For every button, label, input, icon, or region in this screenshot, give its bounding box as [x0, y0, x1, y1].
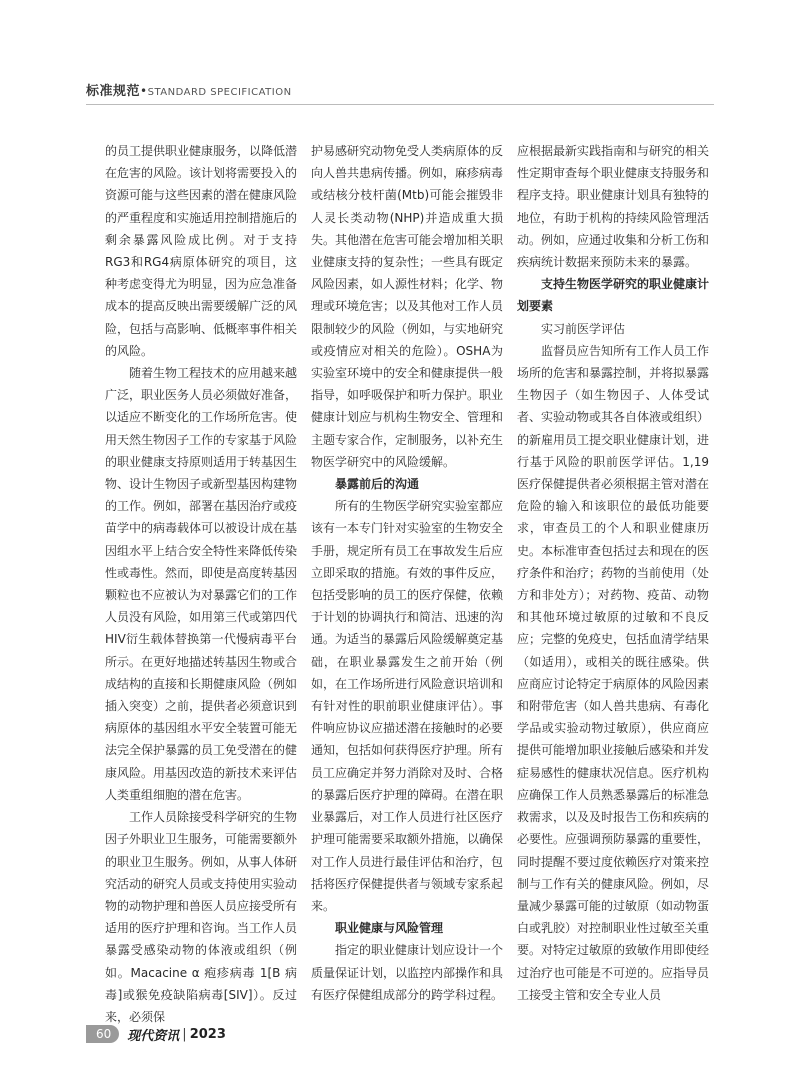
- issue-year: 2023: [189, 1026, 226, 1042]
- paragraph: 应根据最新实践指南和与研究的相关性定期审查每个职业健康支持服务和程序支持。职业健康计划具有独特的地位，有助于机构的持续风险管理活动。例如，应通过收集和分析工伤和疾病统计数据来预防未来的暴露。: [517, 144, 710, 270]
- header-divider: [86, 104, 714, 105]
- paragraph: 指定的职业健康计划应设计一个质量保证计划，以监控内部操作和具有医疗保健组成部分的跨学科过程。: [311, 943, 504, 1002]
- section-title-en: STANDARD SPECIFICATION: [147, 87, 292, 98]
- header-separator: •: [140, 84, 148, 98]
- paragraph: 的员工提供职业健康服务，以降低潜在危害的风险。该计划将需要投入的资源可能与这些因素的潜在健康风险的严重程度和实施适用控制措施后的剩余暴露风险成比例。对于支持RG3和RG4病原体研究的项目，这种考虑变得尤为明显，因为应急准备成本的提高反映出需要缓解广泛的风险，包括与高影响、低概率事件相关的风险。: [105, 144, 298, 358]
- text-column-3: [517, 140, 710, 1002]
- paragraph: 监督员应告知所有工作人员工作场所的危害和暴露控制，并将拟暴露生物因子（如生物因子、人体受试者、实验动物或其各自体液或组织）的新雇用员工提交职业健康计划，进行基于风险的职前医学评估。1,19 医疗保健提供者必须根据主管对潜在危险的输入和该职位的最低功能要求，审查员工的个人和职业健康历史。本标准审查包括过去和现在的医疗条件和治疗；药物的当前使用（处方和非处方）；对药物、疫苗、动物和其他环境过敏原的过敏和不良反应；完整的免疫史，包括血清学结果（如适用），或相关的既往感染。供应商应讨论特定于病原体的风险因素和附带危害（如人兽共患病、有毒化学品或实验动物过敏原），供应商应提供可能增加职业接触后感染和并发症易感性的健康状况信息。医疗机构应确保工作人员熟悉暴露后的标准急救需求，以及及时报告工伤和疾病的必要性。应强调预防暴露的重要性，同时提醒不要过度依赖医疗对策来控制与工作有关的健康风险。例如，尽量减少暴露可能的过敏原（如动物蛋白或乳胶）对控制职业性过敏至关重要。对特定过敏原的致敏作用即使经过治疗也可能是不可逆的。应指导员工接受主管和安全专业人员: [517, 343, 710, 1002]
- section-title-cn: 标准规范: [86, 84, 141, 99]
- section-heading-risk-management: 职业健康与风险管理: [335, 921, 444, 936]
- page-footer: [86, 1024, 226, 1044]
- section-header: [86, 80, 292, 99]
- subsection-heading: 实习前医学评估: [541, 321, 626, 336]
- footer-separator: |: [182, 1026, 187, 1042]
- section-heading-program-elements: 支持生物医学研究的职业健康计划要素: [517, 277, 710, 314]
- paragraph: 所有的生物医学研究实验室都应该有一本专门针对实验室的生物安全手册，规定所有员工在事故发生后应立即采取的措施。有效的事件反应，包括受影响的员工的医疗保健，依赖于计划的协调执行和简洁、迅速的沟通。为适当的暴露后风险缓解奠定基础，在职业暴露发生之前开始（例如，在工作场所进行风险意识培训和有针对性的职前职业健康评估）。事件响应协议应描述潜在接触时的必要通知，包括如何获得医疗护理。所有员工应确定并努力消除对及时、合格的暴露后医疗护理的障碍。在潜在职业暴露后，对工作人员进行社区医疗护理可能需要采取额外措施，以确保对工作人员进行最佳评估和治疗，包括将医疗保健提供者与领域专家系起来。: [311, 499, 504, 913]
- text-column-1: [105, 140, 298, 1024]
- paragraph: 工作人员除接受科学研究的生物因子外职业卫生服务，可能需要额外的职业卫生服务。例如，从事人体研究活动的研究人员或支持使用实验动物的动物护理和兽医人员应接受所有适用的医疗护理和咨询。当工作人员暴露受感染动物的体液或组织（例如。Macacine α 疱疹病毒 1[B 病毒]或猴免疫缺陷病毒[SIV]）。反过来，必须保: [105, 810, 298, 1024]
- paragraph: 随着生物工程技术的应用越来越广泛，职业医务人员必须做好准备，以适应不断变化的工作场所危害。使用天然生物因子工作的专家基于风险的职业健康支持原则适用于转基因生物、设计生物因子或新型基因构建物的工作。例如，部署在基因治疗或疫苗学中的病毒载体可以被设计成在基因组水平上结合安全特性来降低传染性或毒性。然而，即使是高度转基因颗粒也不应被认为对暴露它们的工作人员没有风险，如用第三代或第四代HIV衍生载体替换第一代慢病毒平台所示。在更好地描述转基因生物或合成结构的直接和长期健康风险（例如插入突变）之前，提供者必须意识到病原体的基因组水平安全装置可能无法完全保护暴露的员工免受潜在的健康风险。用基因改造的新技术来评估人类重组细胞的潜在危害。: [105, 366, 298, 802]
- paragraph: 护易感研究动物免受人类病原体的反向人兽共患病传播。例如，麻疹病毒或结核分枝杆菌(Mtb)可能会摧毁非人灵长类动物(NHP)并造成重大损失。其他潜在危害可能会增加相关职业健康支持的复杂性；一些具有既定风险因素，如人源性材料；化学、物理或环境危害；以及其他对工作人员限制较少的风险（例如，与实地研究或疫情应对相关的危险）。OSHA为实验室环境中的安全和健康提供一般指导，如呼吸保护和听力保护。职业健康计划应与机构生物安全、管理和主题专家合作，定制服务，以补充生物医学研究中的风险缓解。: [311, 144, 504, 469]
- page-number: 60: [86, 1025, 119, 1043]
- text-column-2: [311, 140, 504, 1002]
- section-heading-communication: 暴露前后的沟通: [335, 477, 420, 492]
- magazine-name: 现代资讯: [127, 1028, 180, 1044]
